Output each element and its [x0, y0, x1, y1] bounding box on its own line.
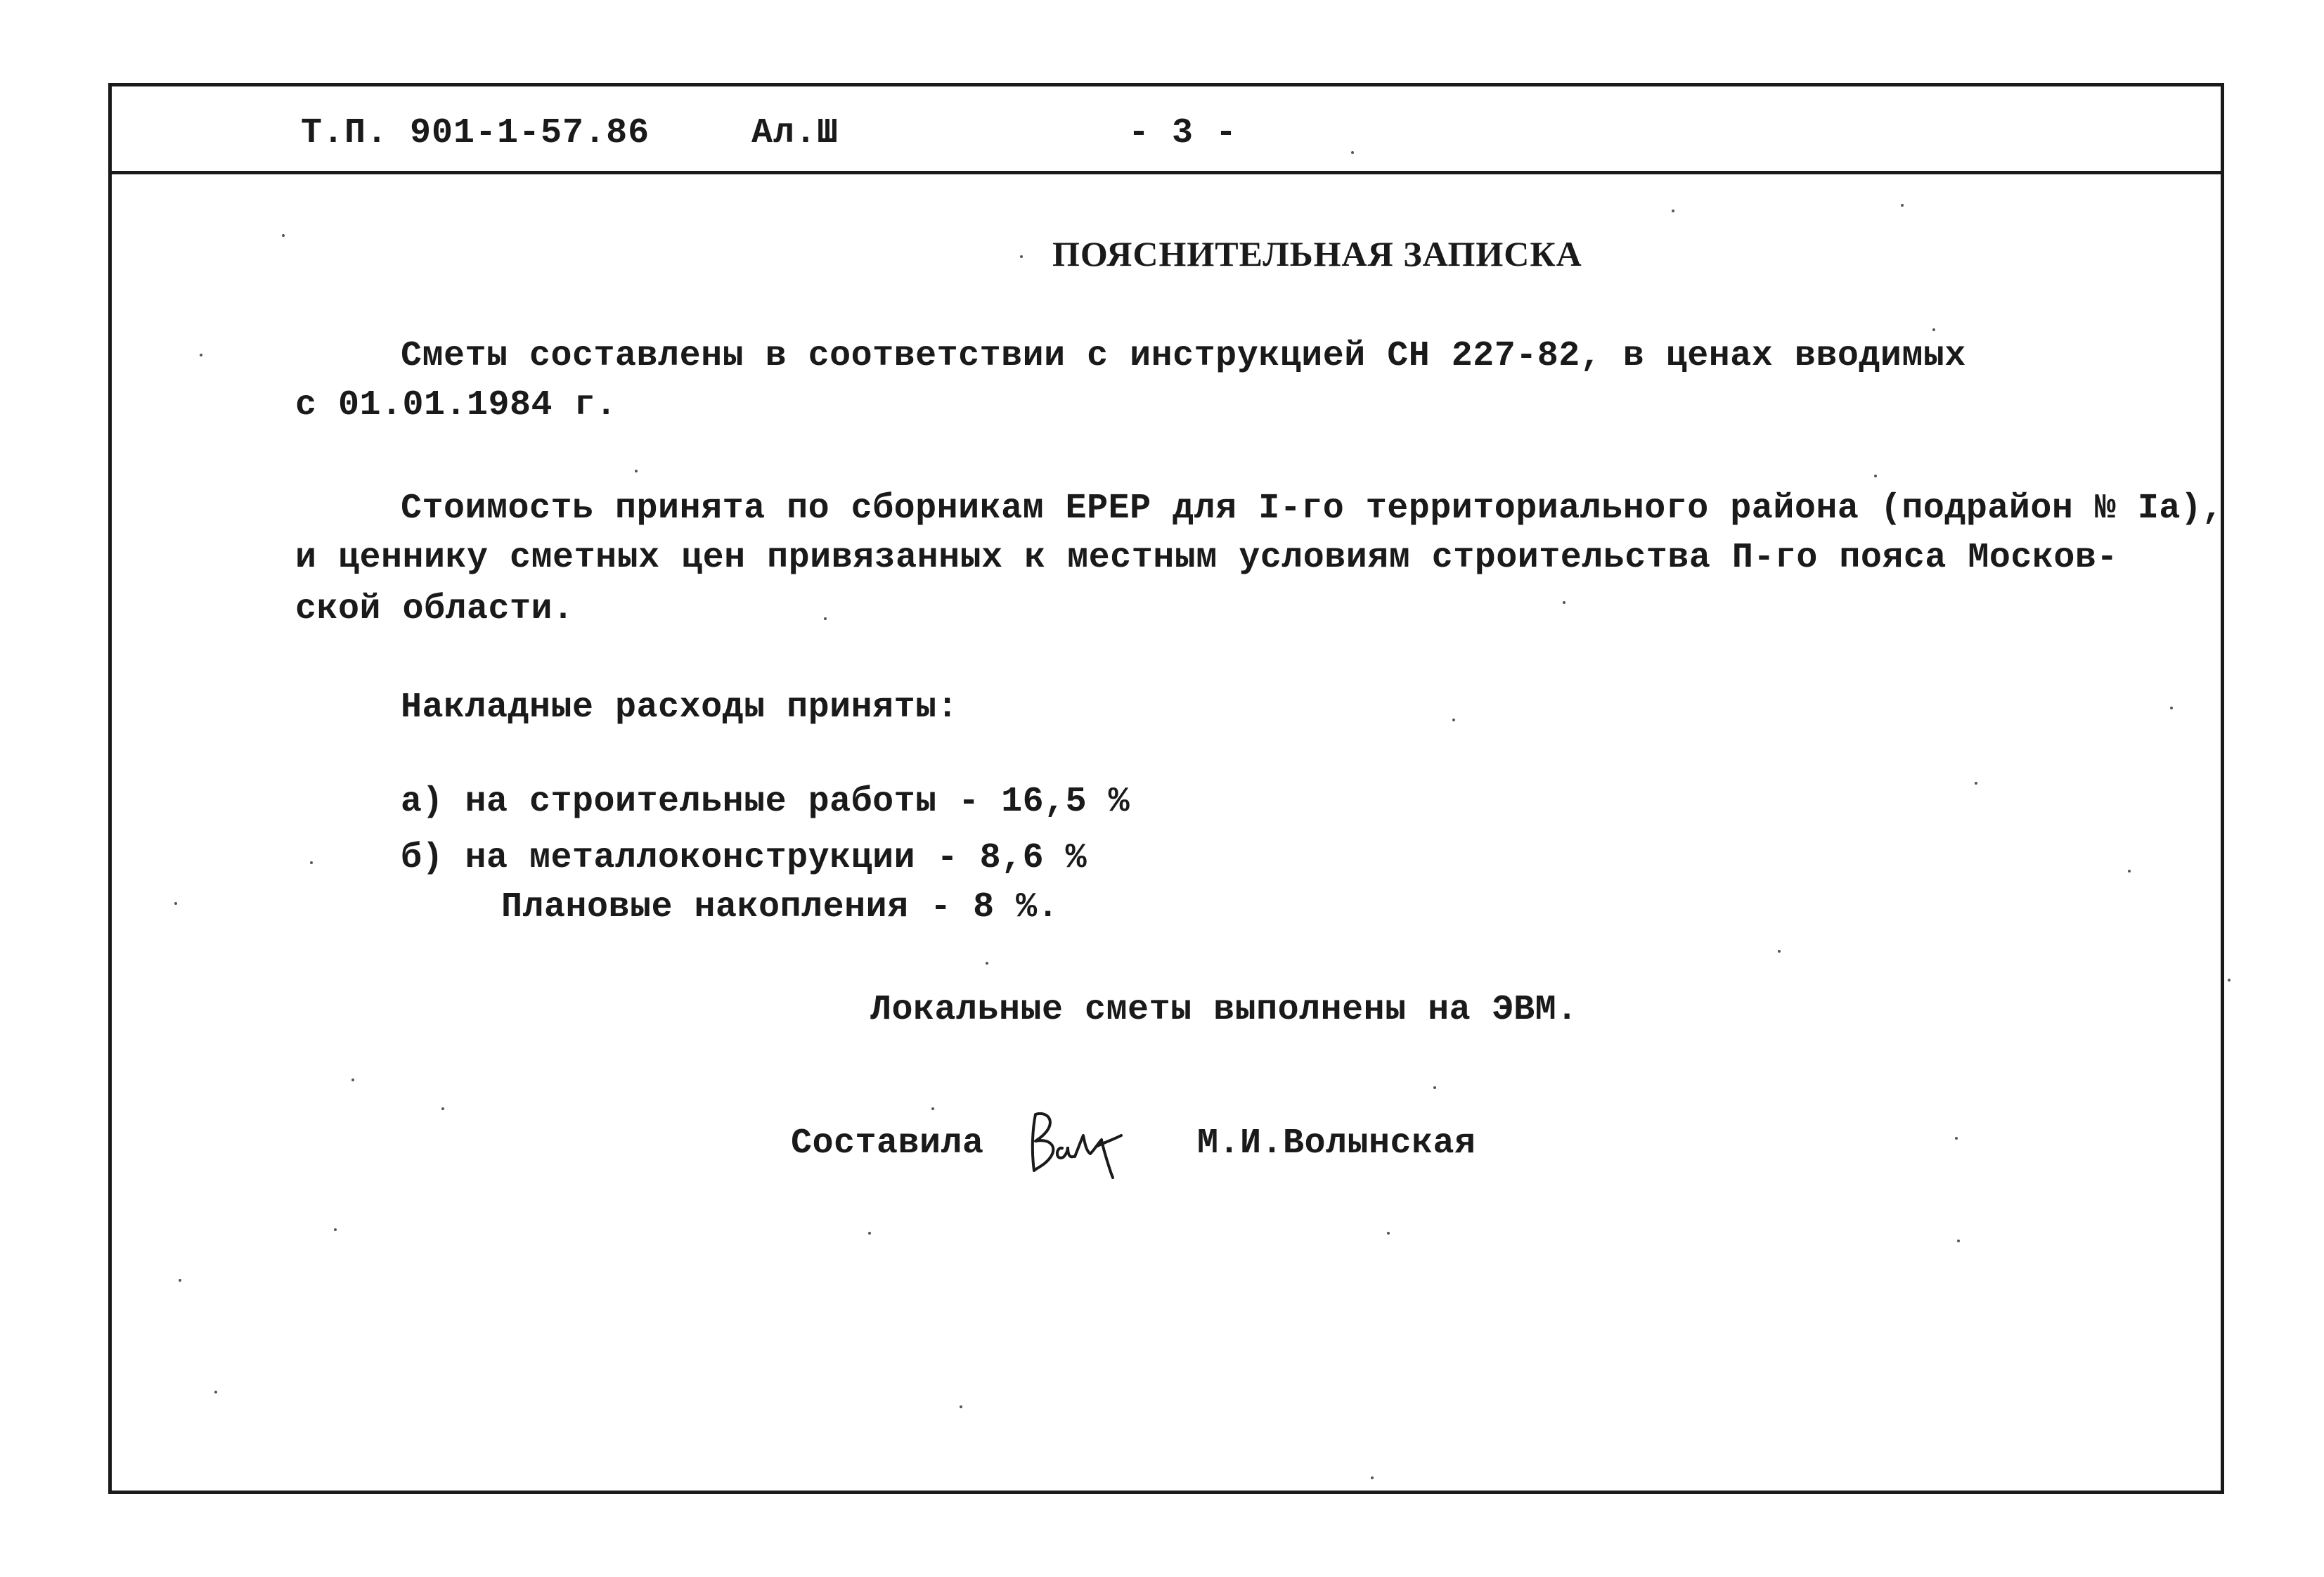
scan-speck	[1351, 151, 1354, 154]
scan-speck	[310, 861, 313, 864]
signoff-label: Составила	[791, 1124, 984, 1164]
scan-speck	[1778, 950, 1781, 953]
overhead-item-a: а) на строительные работы - 16,5 %	[401, 782, 1130, 822]
scan-speck	[1955, 1137, 1958, 1140]
scan-speck	[1901, 204, 1904, 207]
scan-speck	[1672, 210, 1674, 212]
scan-speck	[1975, 782, 1977, 785]
scan-speck	[1433, 1086, 1436, 1089]
scan-speck	[1371, 1476, 1374, 1479]
signoff-name: М.И.Волынская	[1197, 1124, 1476, 1164]
document-title: ПОЯСНИТЕЛЬНАЯ ЗАПИСКА	[1052, 234, 1582, 273]
scan-speck	[214, 1391, 217, 1393]
scan-speck	[1020, 255, 1023, 258]
scan-speck	[334, 1228, 337, 1231]
scan-speck	[1874, 475, 1877, 477]
scan-speck	[986, 962, 988, 965]
scan-speck	[1452, 719, 1455, 721]
overhead-item-b: б) на металлоконструкции - 8,6 %	[401, 838, 1087, 878]
paragraph2-line1: Стоимость принята по сборникам ЕРЕР для I-го территориального района (подрайон № Iа),	[401, 489, 2223, 529]
paragraph2-line2: и ценнику сметных цен привязанных к местным условиям строительства П-го пояса Москов-	[295, 538, 2118, 578]
scan-speck	[1563, 601, 1566, 604]
scan-speck	[282, 234, 285, 237]
paragraph2-line3: ской области.	[295, 589, 574, 629]
doc-number: Т.П. 901-1-57.86	[301, 113, 650, 153]
scan-speck	[2170, 707, 2173, 709]
scan-speck	[2128, 870, 2131, 873]
page-number: - 3 -	[1128, 113, 1238, 153]
scan-speck	[351, 1079, 354, 1081]
scan-speck	[931, 1107, 934, 1110]
scan-speck	[179, 1279, 181, 1282]
computed-note: Локальные сметы выполнены на ЭВМ.	[870, 990, 1578, 1030]
header-divider	[112, 171, 2221, 174]
scan-speck	[1932, 328, 1935, 331]
handwritten-signature	[1026, 1107, 1145, 1185]
overhead-intro: Накладные расходы приняты:	[401, 688, 959, 728]
scan-speck	[174, 902, 177, 905]
scan-speck	[635, 470, 638, 472]
scan-speck	[1387, 1232, 1390, 1235]
scan-speck	[1957, 1240, 1960, 1242]
paragraph1-line2: с 01.01.1984 г.	[295, 385, 617, 425]
paragraph1-line1: Сметы составлены в соответствии с инструкцией СН 227-82, в ценах вводимых	[401, 336, 1966, 376]
scan-speck	[960, 1405, 962, 1408]
planned-savings: Плановые накопления - 8 %.	[501, 887, 1059, 927]
scan-speck	[868, 1232, 871, 1235]
scan-speck	[441, 1107, 444, 1110]
album-number: Ал.Ш	[751, 113, 839, 153]
scan-speck	[2228, 979, 2231, 981]
scan-speck	[824, 617, 827, 620]
scan-speck	[200, 354, 202, 356]
